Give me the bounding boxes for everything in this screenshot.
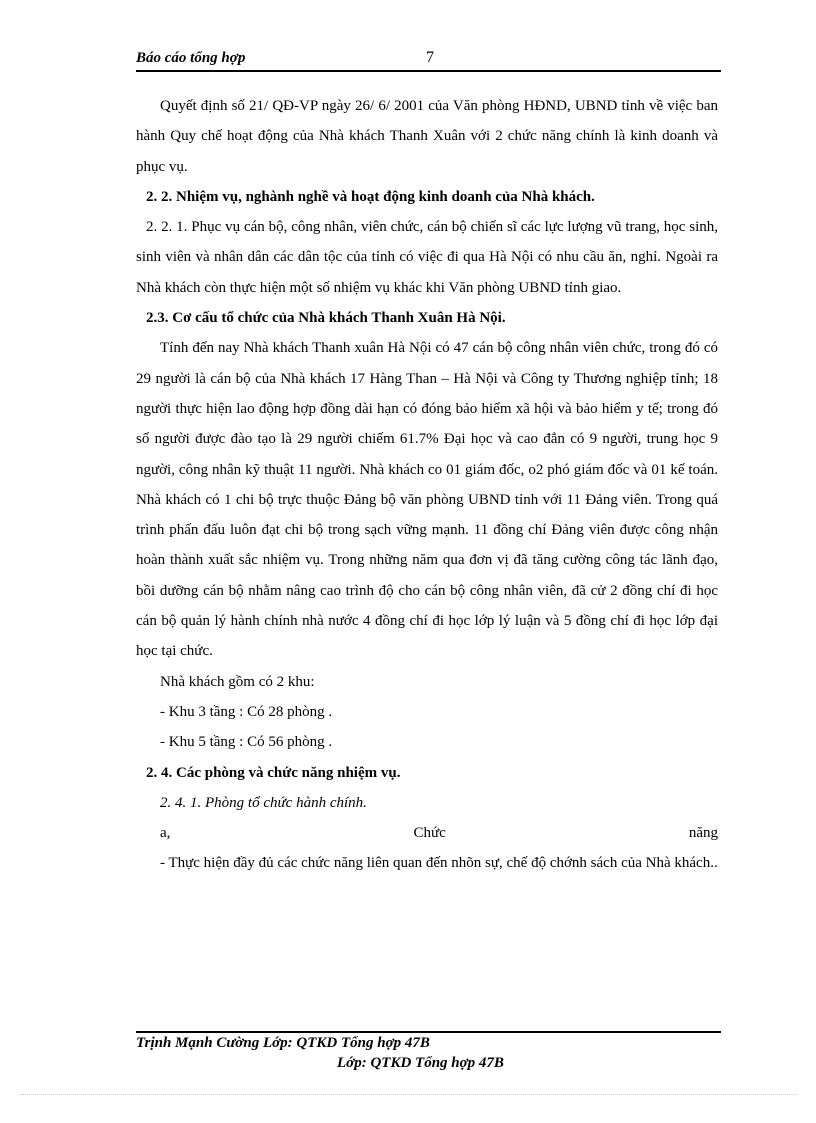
footer-rule bbox=[136, 1031, 721, 1033]
paragraph-decision: Quyết định số 21/ QĐ-VP ngày 26/ 6/ 2001 của Văn phòng HĐND, UBND tỉnh về việc ban hành Quy chế hoạt động của Nhà khách Thanh Xuân với 2 chức năng chính là kinh doanh và phục vụ. bbox=[136, 98, 718, 175]
page-header bbox=[136, 50, 721, 72]
heading-2-4: 2. 4. Các phòng và chức năng nhiệm vụ. bbox=[146, 764, 401, 781]
heading-2-3: 2.3. Cơ cấu tổ chức của Nhà khách Thanh Xuân Hà Nội. bbox=[146, 310, 506, 327]
heading-2-2: 2. 2. Nhiệm vụ, nghành nghề và hoạt động kinh doanh của Nhà khách. bbox=[146, 188, 595, 205]
list-item: - Khu 5 tầng : Có 56 phòng . bbox=[160, 734, 333, 751]
footer-class: Lớp: QTKD Tổng hợp 47B bbox=[337, 1055, 504, 1071]
heading-2-4-1: 2. 4. 1. Phòng tổ chức hành chính. bbox=[160, 794, 367, 811]
list-item: - Khu 3 tầng : Có 28 phòng . bbox=[160, 703, 333, 720]
page-edge-divider bbox=[20, 1094, 796, 1095]
page-number: 7 bbox=[426, 49, 434, 66]
footer-author: Trịnh Mạnh Cường Lớp: QTKD Tổng hợp 47B bbox=[136, 1035, 430, 1051]
paragraph-2-2-1: 2. 2. 1. Phục vụ cán bộ, công nhân, viên chức, cán bộ chiến sĩ các lực lượng vũ trang, học sinh, sinh viên và nhân dân các dân tộc của tỉnh có việc đi qua Hà Nội có nhu cầu ăn, nghỉ. Ngoài ra Nhà khách còn thực hiện một số nhiệm vụ khác khi Văn phòng UBND tỉnh giao. bbox=[136, 219, 718, 296]
paragraph-function: - Thực hiện đầy đủ các chức năng liên quan đến nhõn sự, chế độ chớnh sách của Nhà khách.. bbox=[160, 855, 718, 872]
document-body bbox=[136, 91, 718, 879]
paragraph-khu: Nhà khách gồm có 2 khu: bbox=[160, 673, 315, 690]
paragraph-2-3: Tính đến nay Nhà khách Thanh xuân Hà Nội có 47 cán bộ công nhân viên chức, trong đó có 29 người là cán bộ của Nhà khách 17 Hàng Than – Hà Nội và Công ty Thương nghiệp tỉnh; 18 người thực hiện lao động hợp đồng dài hạn có đóng bảo hiểm xã hội và bảo hiểm y tế; trong đó số người được đào tạo là 29 người chiếm 61.7% Đại học và cao đẳn có 9 người, trung học 9 người, công nhân kỹ thuật 11 người. Nhà khách co 01 giám đốc, o2 phó giám đốc và 01 kế toán. Nhà khách có 1 chi bộ trực thuộc Đảng bộ văn phòng UBND tỉnh với 11 Đảng viên. Trong quá trình phấn đấu luôn đạt chi bộ trong sạch vững mạnh. 11 đồng chí Đảng viên được công nhận hoàn thành xuất sắc nhiệm vụ. Trong những năm qua đơn vị đã tăng cường công tác lãnh đạo, bồi dưỡng cán bộ nhằm nâng cao trình độ cho cán bộ công nhân viên, đã cử 2 đồng chí đi học cán bộ quản lý hành chính nhà nước 4 đồng chí đi học lớp lý luận và 5 đồng chí đi học lớp đại học tại chức. bbox=[136, 340, 718, 660]
header-title: Báo cáo tổng hợp bbox=[136, 50, 246, 66]
paragraph-chuc-nang: a, Chức năng bbox=[160, 825, 718, 842]
